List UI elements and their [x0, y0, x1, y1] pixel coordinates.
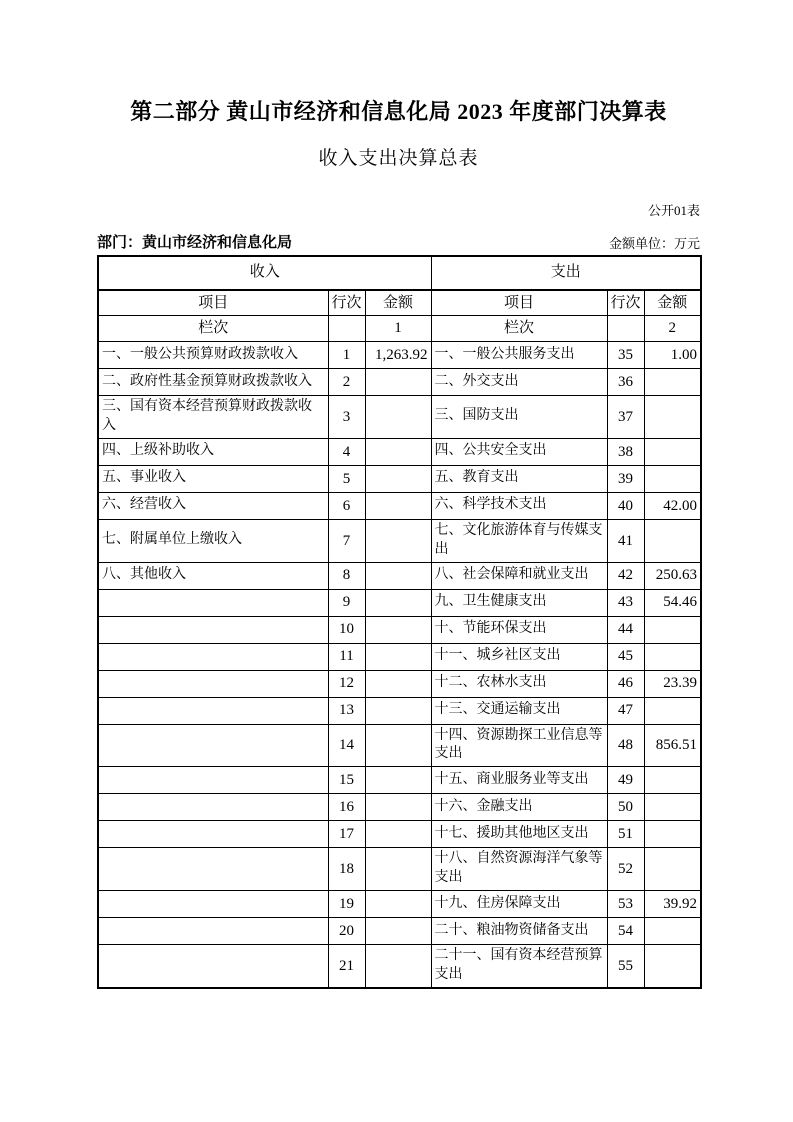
- expense-rowno-cell: 44: [607, 616, 644, 643]
- income-rowno-header: 行次: [328, 290, 365, 316]
- income-amount-cell: [365, 767, 431, 794]
- expense-amount-cell: [644, 821, 701, 848]
- expense-item-cell: 十九、住房保障支出: [431, 891, 607, 918]
- expense-amount-cell: [644, 438, 701, 465]
- expense-item-cell: 三、国防支出: [431, 396, 607, 439]
- income-amount-cell: [365, 396, 431, 439]
- expense-amount-cell: 856.51: [644, 724, 701, 767]
- expense-rowno-cell: 43: [607, 589, 644, 616]
- expense-item-cell: 十五、商业服务业等支出: [431, 767, 607, 794]
- table-row: [98, 848, 701, 891]
- table-row: [98, 589, 701, 616]
- expense-rowno-cell: 36: [607, 369, 644, 396]
- table-row: [98, 891, 701, 918]
- expense-rowno-cell: 42: [607, 562, 644, 589]
- expense-amount-cell: [644, 794, 701, 821]
- document-content: [97, 98, 700, 989]
- table-row: [98, 945, 701, 988]
- expense-rowno-cell: 52: [607, 848, 644, 891]
- section-header-row: [98, 256, 701, 290]
- table-row: [98, 767, 701, 794]
- income-amount-header: 金额: [365, 290, 431, 316]
- income-item-cell: [98, 616, 328, 643]
- expense-item-cell: 九、卫生健康支出: [431, 589, 607, 616]
- income-rowno-cell: 9: [328, 589, 365, 616]
- income-item-cell: [98, 697, 328, 724]
- table-meta-line: [97, 231, 700, 252]
- income-amount-cell: [365, 724, 431, 767]
- expense-amount-cell: 42.00: [644, 492, 701, 519]
- income-item-cell: 三、国有资本经营预算财政拨款收入: [98, 396, 328, 439]
- table-row: [98, 396, 701, 439]
- income-amount-cell: [365, 918, 431, 945]
- expense-item-cell: 六、科学技术支出: [431, 492, 607, 519]
- table-row: [98, 438, 701, 465]
- expense-rowno-cell: 53: [607, 891, 644, 918]
- expense-rowno-cell: 46: [607, 670, 644, 697]
- expense-amount-cell: [644, 465, 701, 492]
- expense-rowno-cell: 41: [607, 519, 644, 562]
- income-rowno-cell: 19: [328, 891, 365, 918]
- income-amount-cell: [365, 848, 431, 891]
- income-rowno-cell: 8: [328, 562, 365, 589]
- unit-label: 金额单位：万元: [608, 235, 700, 251]
- income-amount-cell: [365, 562, 431, 589]
- expense-amount-cell: [644, 519, 701, 562]
- expense-rowno-cell: 55: [607, 945, 644, 988]
- table-row: [98, 794, 701, 821]
- income-item-cell: 五、事业收入: [98, 465, 328, 492]
- expense-amount-cell: 23.39: [644, 670, 701, 697]
- income-amount-cell: [365, 643, 431, 670]
- income-rowno-cell: 1: [328, 342, 365, 369]
- income-item-cell: 八、其他收入: [98, 562, 328, 589]
- income-item-cell: 二、政府性基金预算财政拨款收入: [98, 369, 328, 396]
- expense-item-cell: 十七、援助其他地区支出: [431, 821, 607, 848]
- income-rowno-cell: 17: [328, 821, 365, 848]
- expense-item-cell: 十一、城乡社区支出: [431, 643, 607, 670]
- table-row: [98, 670, 701, 697]
- income-rowno-cell: 15: [328, 767, 365, 794]
- income-amount-cell: [365, 465, 431, 492]
- expense-item-cell: 二十一、国有资本经营预算支出: [431, 945, 607, 988]
- expense-rowno-cell: 49: [607, 767, 644, 794]
- income-rowno-cell: 6: [328, 492, 365, 519]
- income-item-cell: [98, 724, 328, 767]
- expense-rowno-cell: 45: [607, 643, 644, 670]
- income-amount-cell: [365, 670, 431, 697]
- income-amount-cell: [365, 492, 431, 519]
- expense-rowno-header: 行次: [607, 290, 644, 316]
- expense-item-cell: 七、文化旅游体育与传媒支出: [431, 519, 607, 562]
- income-rowno-cell: 12: [328, 670, 365, 697]
- table-row: [98, 724, 701, 767]
- expense-rowno-cell: 47: [607, 697, 644, 724]
- expense-amount-cell: [644, 767, 701, 794]
- income-item-cell: [98, 945, 328, 988]
- expense-item-header: 项目: [431, 290, 607, 316]
- expense-rowno-cell: 39: [607, 465, 644, 492]
- income-amount-cell: [365, 616, 431, 643]
- expense-amount-cell: 54.46: [644, 589, 701, 616]
- table-row: [98, 342, 701, 369]
- expense-amount-cell: [644, 396, 701, 439]
- table-row: [98, 643, 701, 670]
- income-lane-number: 1: [365, 316, 431, 342]
- income-amount-cell: [365, 697, 431, 724]
- expense-rowno-cell: 51: [607, 821, 644, 848]
- expense-amount-cell: [644, 369, 701, 396]
- expense-item-cell: 十三、交通运输支出: [431, 697, 607, 724]
- income-rowno-cell: 10: [328, 616, 365, 643]
- expense-item-cell: 五、教育支出: [431, 465, 607, 492]
- expense-rowno-cell: 38: [607, 438, 644, 465]
- expense-item-cell: 八、社会保障和就业支出: [431, 562, 607, 589]
- expense-section-header: 支出: [431, 256, 701, 290]
- income-item-cell: [98, 670, 328, 697]
- income-rowno-cell: 14: [328, 724, 365, 767]
- income-amount-cell: [365, 794, 431, 821]
- income-item-cell: [98, 848, 328, 891]
- table-row: [98, 562, 701, 589]
- income-rowno-cell: 2: [328, 369, 365, 396]
- income-item-cell: [98, 891, 328, 918]
- page-subtitle: 收入支出决算总表: [318, 147, 479, 169]
- expense-amount-cell: [644, 918, 701, 945]
- income-item-cell: 一、一般公共预算财政拨款收入: [98, 342, 328, 369]
- income-item-cell: 四、上级补助收入: [98, 438, 328, 465]
- table-body: [98, 342, 701, 988]
- expense-item-cell: 四、公共安全支出: [431, 438, 607, 465]
- income-amount-cell: [365, 438, 431, 465]
- expense-amount-cell: 250.63: [644, 562, 701, 589]
- expense-rowno-cell: 40: [607, 492, 644, 519]
- income-amount-cell: [365, 945, 431, 988]
- expense-item-cell: 十六、金融支出: [431, 794, 607, 821]
- income-item-cell: 六、经营收入: [98, 492, 328, 519]
- income-expense-table: [97, 255, 702, 989]
- table-row: [98, 519, 701, 562]
- expense-item-cell: 十四、资源勘探工业信息等支出: [431, 724, 607, 767]
- income-amount-cell: [365, 369, 431, 396]
- table-row: [98, 821, 701, 848]
- table-row: [98, 492, 701, 519]
- income-amount-cell: [365, 891, 431, 918]
- expense-amount-cell: [644, 697, 701, 724]
- expense-lane-label: 栏次: [431, 316, 607, 342]
- income-rowno-cell: 21: [328, 945, 365, 988]
- income-rowno-cell: 20: [328, 918, 365, 945]
- table-row: [98, 616, 701, 643]
- expense-rowno-cell: 37: [607, 396, 644, 439]
- income-amount-cell: [365, 589, 431, 616]
- expense-rowno-cell: 54: [607, 918, 644, 945]
- income-item-cell: [98, 918, 328, 945]
- expense-item-cell: 十、节能环保支出: [431, 616, 607, 643]
- income-rowno-cell: 18: [328, 848, 365, 891]
- expense-item-cell: 十二、农林水支出: [431, 670, 607, 697]
- expense-rowno-cell: 50: [607, 794, 644, 821]
- income-item-cell: [98, 767, 328, 794]
- lane-number-row: [98, 316, 701, 342]
- income-lane-label: 栏次: [98, 316, 328, 342]
- income-item-cell: [98, 794, 328, 821]
- expense-amount-cell: [644, 643, 701, 670]
- expense-amount-cell: [644, 616, 701, 643]
- income-rowno-cell: 7: [328, 519, 365, 562]
- expense-amount-cell: [644, 848, 701, 891]
- income-amount-cell: [365, 519, 431, 562]
- income-item-cell: 七、附属单位上缴收入: [98, 519, 328, 562]
- income-amount-cell: [365, 821, 431, 848]
- income-rowno-cell: 13: [328, 697, 365, 724]
- table-row: [98, 465, 701, 492]
- expense-rowno-cell: 35: [607, 342, 644, 369]
- income-item-cell: [98, 589, 328, 616]
- income-section-header: 收入: [98, 256, 431, 290]
- table-row: [98, 697, 701, 724]
- income-rowno-cell: 4: [328, 438, 365, 465]
- income-item-cell: [98, 643, 328, 670]
- income-rowno-cell: 3: [328, 396, 365, 439]
- income-lane-empty: [328, 316, 365, 342]
- expense-amount-header: 金额: [644, 290, 701, 316]
- income-item-cell: [98, 821, 328, 848]
- expense-rowno-cell: 48: [607, 724, 644, 767]
- table-row: [98, 369, 701, 396]
- expense-item-cell: 二、外交支出: [431, 369, 607, 396]
- income-rowno-cell: 16: [328, 794, 365, 821]
- expense-amount-cell: 1.00: [644, 342, 701, 369]
- income-item-header: 项目: [98, 290, 328, 316]
- expense-lane-empty: [607, 316, 644, 342]
- expense-item-cell: 十八、自然资源海洋气象等支出: [431, 848, 607, 891]
- income-amount-cell: 1,263.92: [365, 342, 431, 369]
- table-code: 公开01表: [647, 202, 700, 218]
- column-header-row: [98, 290, 701, 316]
- page-title: 第二部分 黄山市经济和信息化局 2023 年度部门决算表: [130, 99, 667, 124]
- expense-amount-cell: 39.92: [644, 891, 701, 918]
- expense-item-cell: 二十、粮油物资储备支出: [431, 918, 607, 945]
- expense-lane-number: 2: [644, 316, 701, 342]
- table-row: [98, 918, 701, 945]
- income-rowno-cell: 11: [328, 643, 365, 670]
- income-rowno-cell: 5: [328, 465, 365, 492]
- expense-item-cell: 一、一般公共服务支出: [431, 342, 607, 369]
- expense-amount-cell: [644, 945, 701, 988]
- department-label: 部门：黄山市经济和信息化局: [97, 234, 293, 251]
